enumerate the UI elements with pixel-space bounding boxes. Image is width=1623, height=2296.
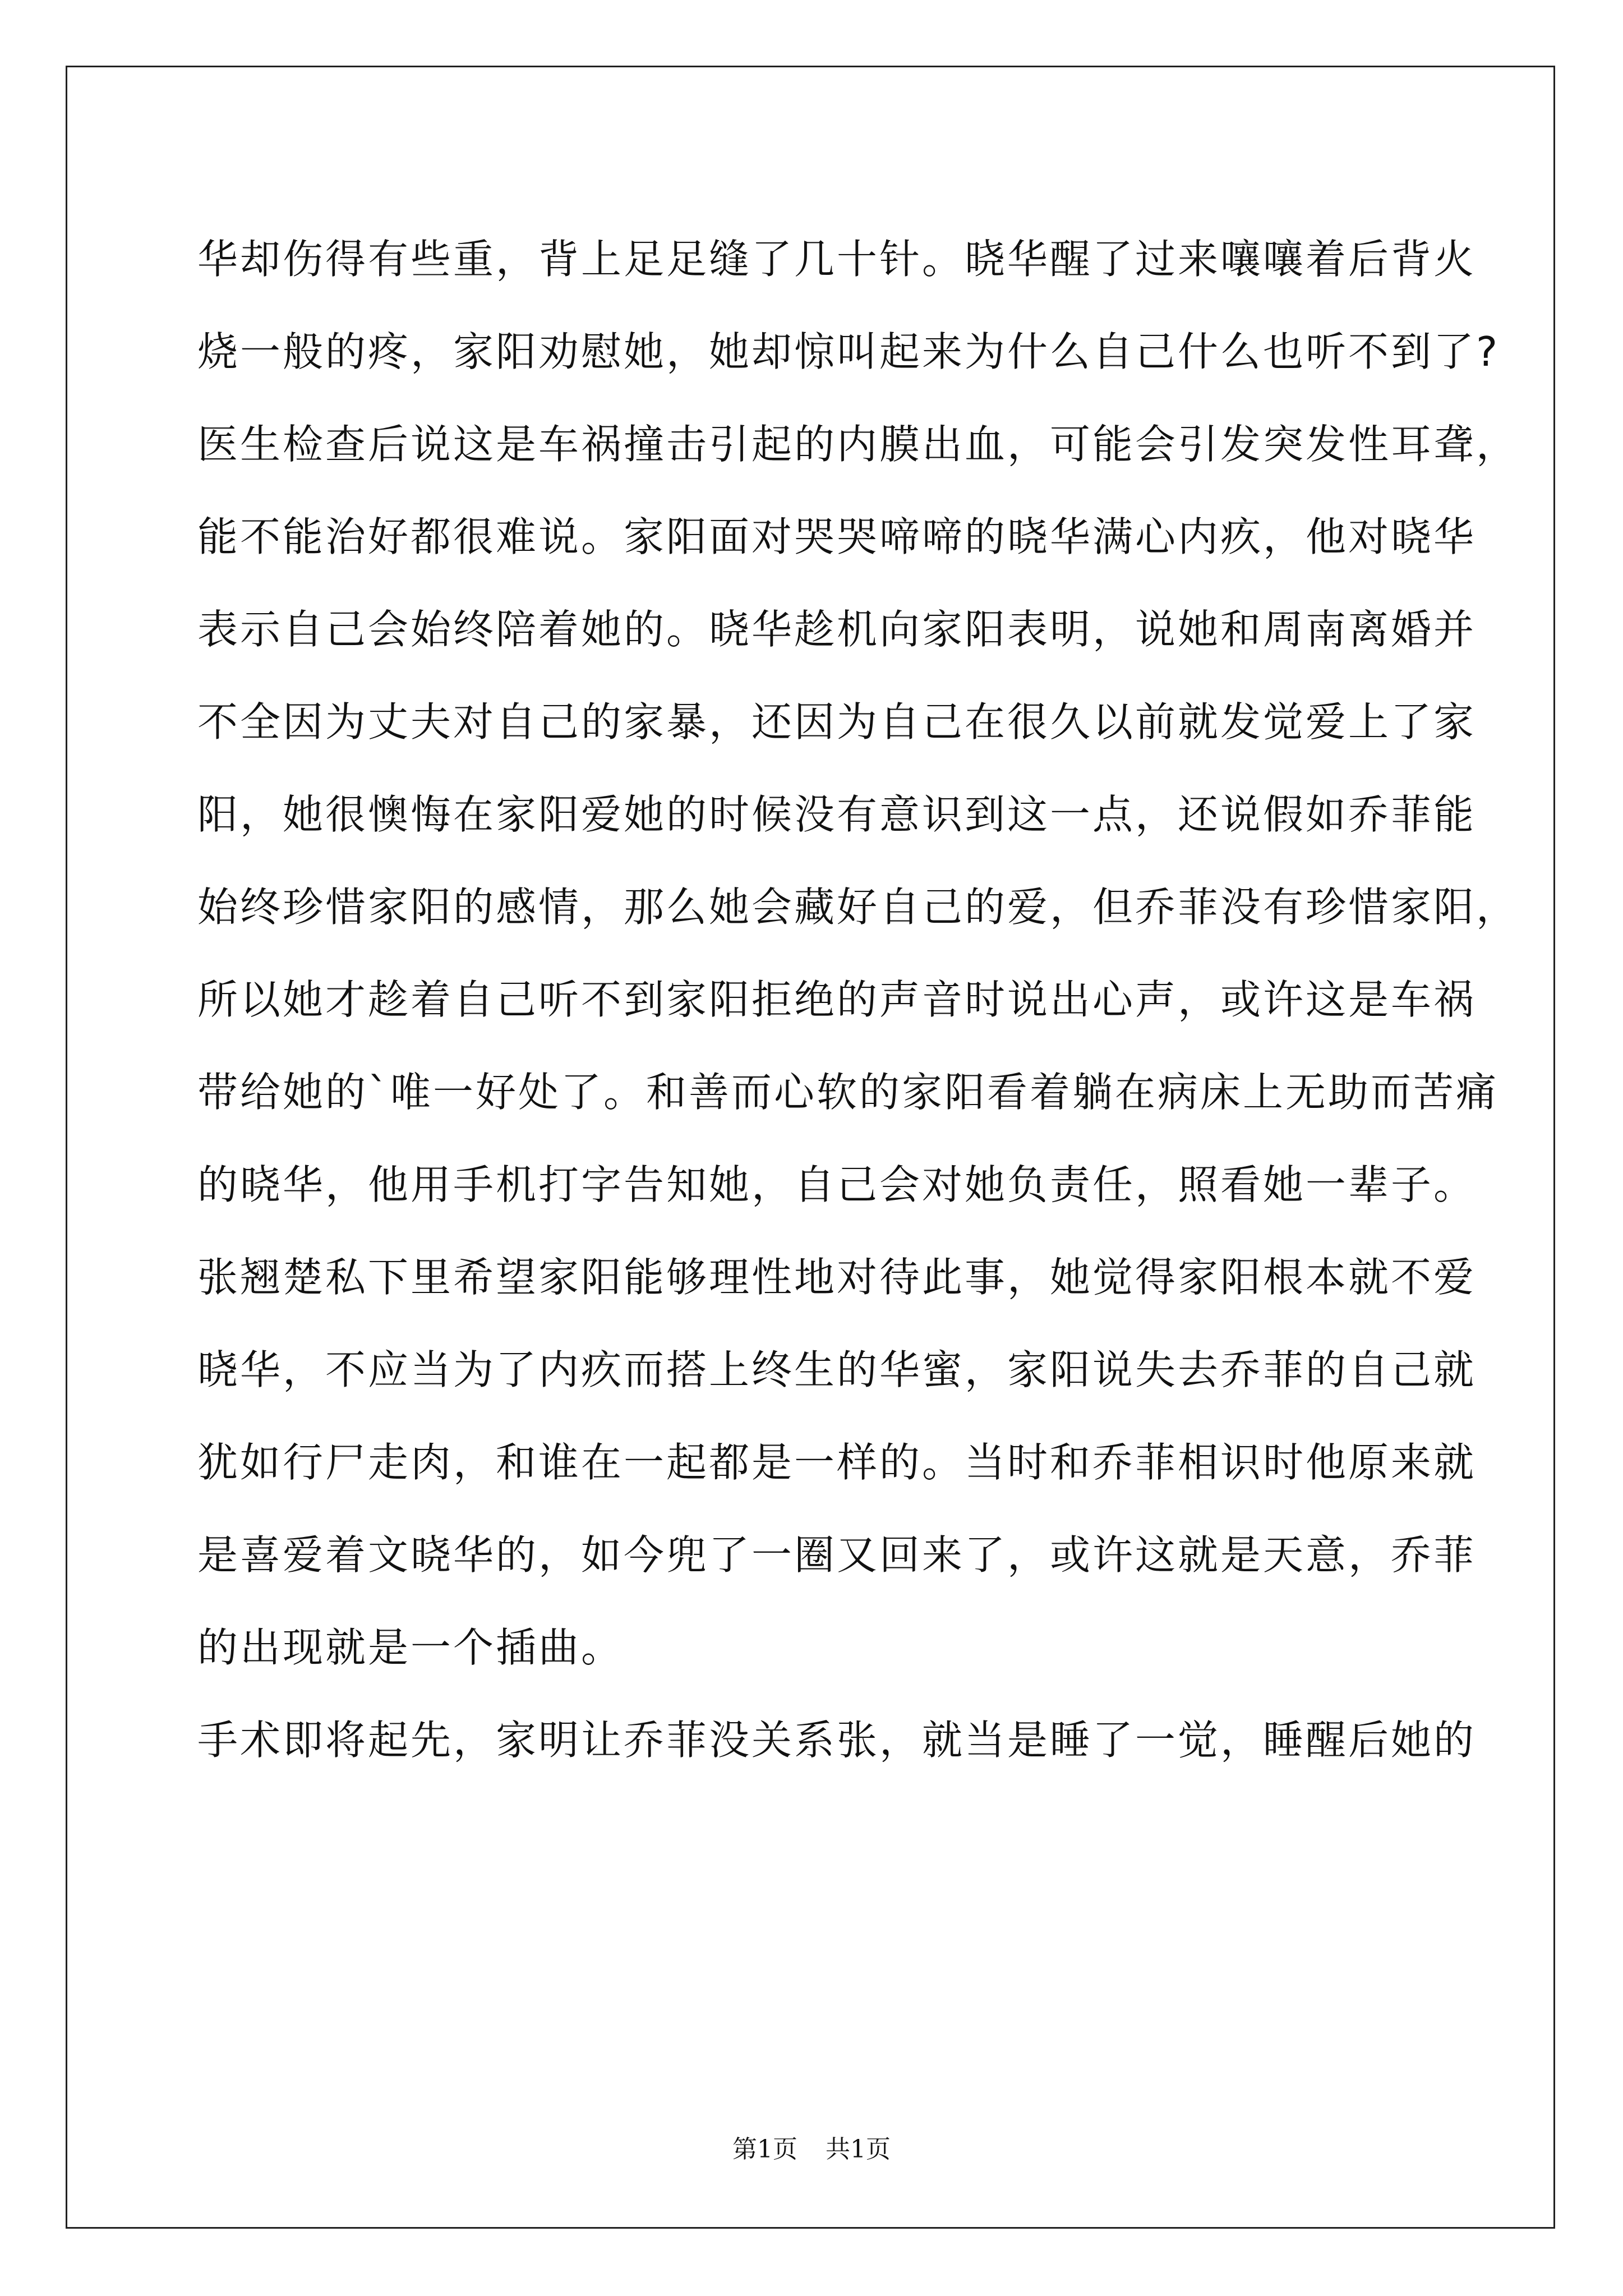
text-line: 是喜爱着文晓华的，如今兜了一圈又回来了，或许这就是天意，乔菲	[197, 1531, 1477, 1579]
text-line: 晓华，不应当为了内疚而搭上终生的华蜜，家阳说失去乔菲的自己就	[197, 1346, 1477, 1393]
text-line: 医生检查后说这是车祸撞击引起的内膜出血，可能会引发突发性耳聋，	[197, 421, 1519, 468]
text-line: 犹如行尸走肉，和谁在一起都是一样的。当时和乔菲相识时他原来就	[197, 1439, 1477, 1486]
text-line: 手术即将起先，家明让乔菲没关系张，就当是睡了一觉，睡醒后她的	[197, 1717, 1477, 1764]
text-line: 阳，她很懊悔在家阳爱她的时候没有意识到这一点，还说假如乔菲能	[197, 791, 1477, 838]
page-footer	[0, 2129, 1623, 2165]
text-line: 能不能治好都很难说。家阳面对哭哭啼啼的晓华满心内疚，他对晓华	[197, 513, 1477, 560]
page-number-total: 共1页	[826, 2135, 891, 2164]
text-line: 带给她的`唯一好处了。和善而心软的家阳看着躺在病床上无助而苦痛	[197, 1069, 1499, 1116]
text-line: 烧一般的疼，家阳劝慰她，她却惊叫起来为什么自己什么也听不到了?	[197, 328, 1500, 375]
text-line: 张翘楚私下里希望家阳能够理性地对待此事，她觉得家阳根本就不爱	[197, 1254, 1477, 1301]
document-body	[197, 213, 1519, 1787]
text-line: 所以她才趁着自己听不到家阳拒绝的声音时说出心声，或许这是车祸	[197, 976, 1477, 1023]
page-number-current: 第1页	[732, 2135, 797, 2164]
text-line: 不全因为丈夫对自己的家暴，还因为自己在很久以前就发觉爱上了家	[197, 698, 1477, 746]
text-line: 华却伤得有些重，背上足足缝了几十针。晓华醒了过来嚷嚷着后背火	[197, 236, 1477, 283]
text-line: 的出现就是一个插曲。	[197, 1624, 624, 1671]
text-line: 的晓华，他用手机打字告知她，自己会对她负责任，照看她一辈子。	[197, 1161, 1477, 1208]
text-line: 始终珍惜家阳的感情，那么她会藏好自己的爱，但乔菲没有珍惜家阳，	[197, 884, 1519, 931]
text-line: 表示自己会始终陪着她的。晓华趁机向家阳表明，说她和周南离婚并	[197, 606, 1477, 653]
